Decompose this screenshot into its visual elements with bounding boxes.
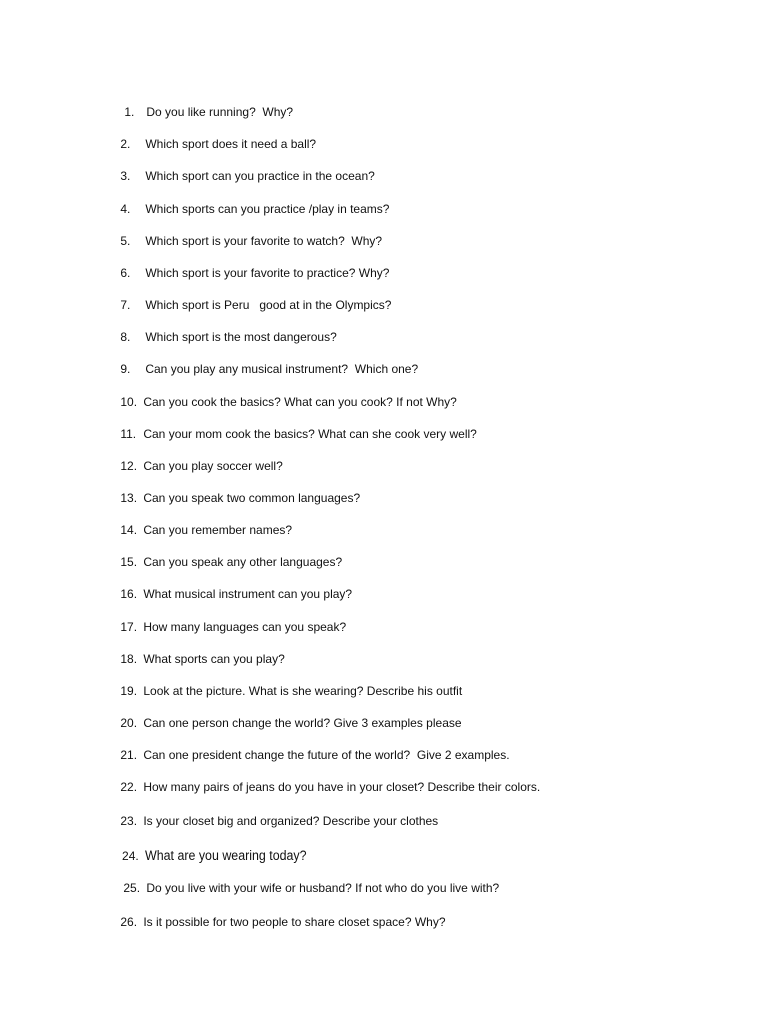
question-text: How many languages can you speak? [143,620,347,634]
question-text: Which sport is your favorite to practice? Why? [145,266,390,280]
question-number: 20. [120,716,138,730]
question-number: 25. [123,881,141,895]
question-text: What are you wearing today? [145,848,307,863]
question-number: 3. [120,169,131,183]
question-text: Which sports can you practice /play in teams? [145,202,390,216]
question-number: 15. [120,555,138,569]
question-number: 23. [120,814,138,828]
question-number: 17. [120,620,138,634]
question-text: Can you cook the basics? What can you cook? If not Why? [143,395,457,409]
question-number: 13. [120,491,138,505]
question-number: 9. [120,362,131,376]
question-number: 6. [120,266,131,280]
question-number: 4. [120,202,131,216]
question-number: 16. [120,587,138,601]
question-number: 18. [120,652,138,666]
question-number: 12. [120,459,138,473]
question-number: 19. [120,684,138,698]
question-text: Can you play any musical instrument? Which one? [145,362,419,376]
question-number: 22. [120,780,138,794]
question-text: Can you remember names? [143,523,293,537]
question-number: 2. [120,137,131,151]
question-number: 26. [120,915,138,929]
question-text: Do you like running? Why? [146,105,294,119]
question-text: Can you play soccer well? [143,459,283,473]
question-number: 21. [120,748,138,762]
question-text: Which sport does it need a ball? [145,137,317,151]
question-number: 7. [120,298,131,312]
question-text: Which sport is your favorite to watch? Why? [145,234,383,248]
question-number: 24. [122,849,139,863]
question-text: Is your closet big and organized? Describe your clothes [143,814,439,828]
question-text: Which sport can you practice in the ocean? [145,169,375,183]
question-text: Can you speak any other languages? [143,555,343,569]
question-number: 5. [120,234,131,248]
question-number: 10. [120,395,138,409]
question-number: 14. [120,523,138,537]
question-text: Can you speak two common languages? [143,491,361,505]
question-text: Which sport is Peru good at in the Olympics? [145,298,392,312]
question-item [107,901,446,943]
question-text: What sports can you play? [143,652,285,666]
question-text: Which sport is the most dangerous? [145,330,337,344]
question-number: 1. [124,105,135,119]
question-text: Can one person change the world? Give 3 examples please [143,716,462,730]
question-text: Can your mom cook the basics? What can she cook very well? [143,427,477,441]
question-number: 11. [120,427,137,441]
question-text: What musical instrument can you play? [143,587,353,601]
question-text: Do you live with your wife or husband? If not who do you live with? [146,881,500,895]
question-text: Is it possible for two people to share closet space? Why? [143,915,446,929]
question-text: Can one president change the future of the world? Give 2 examples. [143,748,510,762]
question-text: How many pairs of jeans do you have in your closet? Describe their colors. [143,780,541,794]
question-number: 8. [120,330,131,344]
question-text: Look at the picture. What is she wearing? Describe his outfit [143,684,463,698]
